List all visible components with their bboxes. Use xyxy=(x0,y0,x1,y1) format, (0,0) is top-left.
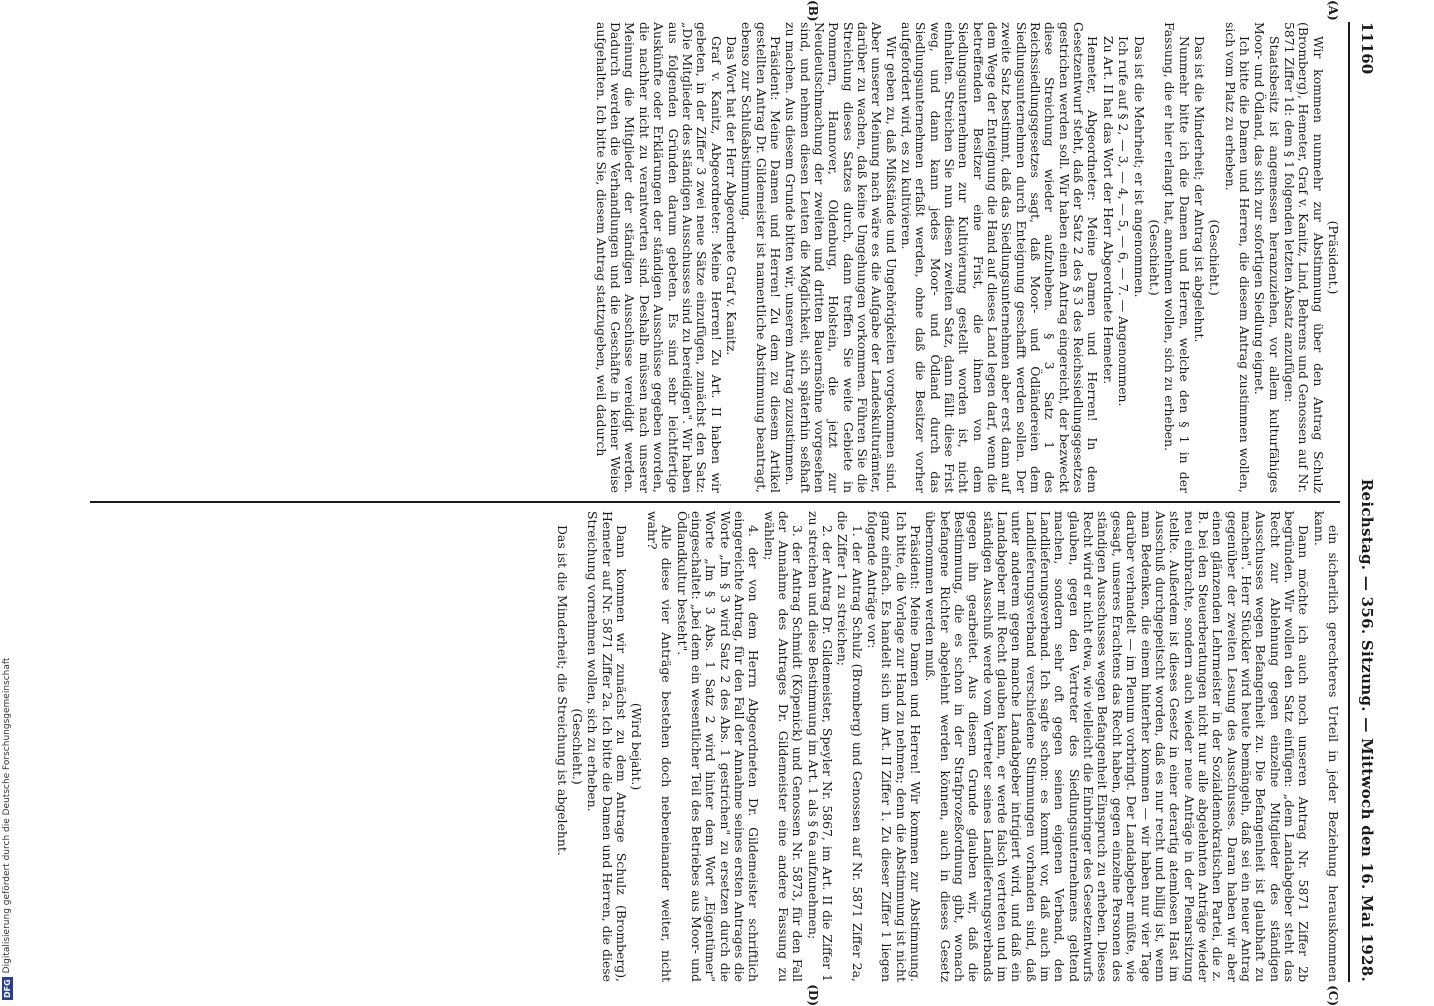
paragraph: Wir geben zu, daß Mißstände und Ungehörigkeiten vorgekommen sind. Aber unserer Meinung nach wäre es die Aufgabe der Landeskulturämter, darüber zu wachen, daß keine Umgehungen vorkommen. Führen Sie die Streichung dieses Satzes durch, dann treffen Sie weite Gebiete in Pommern, Hannover, Oldenburg, Holstein, die jetzt zur Neudeutschmachung der zweiten und dritten Bauernsöhne vorgesehen sind, und nehmen diesen Leuten die Möglichkeit, sich späterhin seßhaft zu machen. Aus diesem Grunde bitten wir, unserem Antrag zuzustimmen. xyxy=(783,22,899,493)
paragraph: Graf v. Kanitz, Abgeordneter: Meine Herren! Zu Art. II haben wir gebeten, in der Ziffer 3 zwei neue Sätze einzufügen, zunächst den Satz: „Die Mitglieder des ständigen Ausschusses sind zu bereidigen". Wir haben aus folgenden Gründen darum gebeten. Es sind sehr leichtfertige Auskünfte oder Erklärungen der ständigen Ausschüsse gegeben worden, die nachher nicht zu verantworten sind. Deshalb müssen nach unserer Meinung die Mitglieder der ständigen Ausschüsse vereidigt werden. Dadurch werden die Verhandlungen und die Geschäfte in keiner Weise aufgehalten. Ich bitte Sie, diesem Antrag stattzugeben, weil dadurch xyxy=(593,22,724,493)
paragraph: (Geschieht.) xyxy=(570,708,586,785)
dfg-logo: DFG xyxy=(2,979,12,998)
paragraph: (Wird bejaht.) xyxy=(629,702,645,791)
page-header xyxy=(1348,22,1384,982)
running-title: Reichstag. — 356. Sitzung. — Mittwoch den 16. Mai 1928. xyxy=(1358,478,1376,982)
paragraph: Präsident: Meine Damen und Herren! Zu dem zu diesem Artikel gestellten Antrag Dr. Gildemeister ist namentliche Abstimmung beantragt, ebenso zur Schlußabstimmung. xyxy=(739,22,783,493)
margin-letter-d: (D) xyxy=(806,984,820,1006)
paragraph: Das ist die Mehrheit; er ist angenommen. xyxy=(1131,36,1147,298)
paragraph: 2. der Antrag Dr. Gildemeister, Speyler Nr. 5867, im Art. II die Ziffer 1 zu streichen und diese Bestimmung im Art. 1 als § 6a aufzunehmen; xyxy=(805,511,835,982)
paragraph: (Geschieht.) xyxy=(1146,219,1162,296)
page-number: 11160 xyxy=(1358,22,1376,75)
paragraph: Ich bitte die Damen und Herren, die diesem Antrag zustimmen wollen, sich vom Platz zu erheben. xyxy=(1222,22,1252,493)
digitization-credit xyxy=(0,0,14,1000)
paragraph: Das ist die Minderheit; die Streichung ist abgelehnt. xyxy=(554,525,570,856)
paragraph: 3. der Antrag Schmidt (Köpenick) und Genossen Nr. 5873, für den Fall der Annahme des Antrages Dr. Gildemeister eine andere Fassung zu wählen; xyxy=(761,511,806,982)
paragraph: Nunmehr bitte ich die Damen und Herren, welche den § 1 in der Fassung, die er hier erlangt hat, annehmen wollen, sich zu erheben. xyxy=(1162,22,1192,493)
paragraph: 4. der von dem Herrn Abgeordneten Dr. Gildemeister schriftlich eingereichte Antrag, für den Fall der Annahme seines ersten Antrages die Worte „Im § 3 wird Satz 2 des Abs. 1 gestrichen" zu ersetzen durch die Worte „Im § 3 Abs. 1 Satz 2 wird hinter dem Wort „Eigentümer" eingeschaltet: „bei dem ein wesentlicher Teil des Betriebes aus Moor- und Ödlandkultur besteht". xyxy=(674,511,762,982)
text-columns xyxy=(90,0,1341,1006)
margin-letter-b: (B) xyxy=(806,0,820,22)
paragraph: (Präsident.) xyxy=(1326,220,1341,295)
paragraph: ein sicherlich gerechteres Urteil in jeder Beziehung herauskommen kann. xyxy=(1311,511,1341,982)
rotated-page xyxy=(84,0,1384,1006)
paragraph: 1. der Antrag Schulz (Bromberg) und Genossen auf Nr. 5871 Ziffer 2a, die Ziffer 1 zu streichen; xyxy=(835,511,865,982)
paragraph: Staatsbesitz ist angemessen heranzuziehen, vor allem kulturfähiges Moor- und Ödland, das sich zur sofortigen Siedlung eignet. xyxy=(1252,22,1282,493)
paragraph: Das ist die Minderheit; der Antrag ist abgelehnt. xyxy=(1191,36,1207,343)
paragraph: Zu Art. II hat das Wort der Herr Abgeordnete Hemeter. xyxy=(1100,36,1116,385)
right-column xyxy=(90,503,1341,1006)
margin-letter-a: (A) xyxy=(1326,0,1340,21)
paragraph: Dann möchte ich auch noch unseren Antrag Nr. 5871 Ziffer 2b begründen. Wir wollen den Satz einfügen: „dem Landabgeber steht das Recht zur Ablehnung gegen einzelne Mitglieder des ständigen Ausschusses wegen Befangenheit zu. Die Befangenheit ist glaubhaft zu machen". Herr Stückler wird heute bemängeln, daß sei ein neuer Antrag gegenüber der zweiten Lesung des Ausschusses. Daran haben wir aber einen glänzenden Lehrmeister in der Sozialdemokratischen Partei, die z. B. bei den Steuerberatungen nicht nur alle abgelehnten Anträge wieder neu einbrachte, sondern auch wieder neue Anträge in der Plenarsitzung stellte. Außerdem ist dieses Gesetz in einer derartig atemlosen Hast im Ausschuß durchgepeitscht worden, daß es nur recht und billig ist, wenn man Bedenken, die einem hinterher kommen — wir haben nur vier Tage darüber verhandelt — im Plenum vorbringt. Der Landabgeber müßte, wie gesagt, unseres Erachtens das Recht haben, gegen einzelne Personen des ständigen Ausschusses wegen Befangenheit Einspruch zu erheben. Dieses Recht wird er nicht etwa, wie vielleicht die Einbringer des Gesetzentwurfs glauben, gegen den Vertreter des Siedlungsunternehmens geltend machen, sondern sehr oft gegen seinen eigenen Verband, den Landlieferungsverband. Ich sagte schon: es kommt vor, daß auch im Landlieferungsverband verschiedene Stimmungen vorhanden sind, daß unter anderem gegen manche Landabgeber intrigiert wird, und daß ein Landabgeber mit Recht glauben kann, er werde falsch vertreten und im ständigen Ausschuß werde vom Vertreter seines Landlieferungsverbands gegen ihn gearbeitet. Aus diesem Grunde glauben wir, daß die Bestimmung, die es schon in der Strafprozeßordnung gibt, wonach befangene Richter abgelehnt werden können, auch in dieses Gesetz übernommen werden muß. xyxy=(923,511,1312,982)
paragraph: Ich rufe auf § 2, — 3, — 4, — 5, — 6, — 7. — Angenommen. xyxy=(1116,36,1132,407)
paragraph: Das Wort hat der Herr Abgeordnete Graf v. Kanitz. xyxy=(723,36,739,356)
paragraph: Alle diese vier Anträge bestehen doch nebeneinander weiter, nicht wahr? xyxy=(644,511,675,982)
paragraph: Hemeter, Abgeordneter: Meine Damen und Herren! In dem Gesetzentwurf steht, daß der Satz 2 des § 3 des Reichssiedlungsgesetzes gestrichen werden soll. Wir haben einen Antrag eingereicht, der bezweckt diese Streichung wieder aufzuheben. § 3 Satz 1 des Reichssiedlungsgesetzes sagt, daß Moor- und Ödländereien dem Siedlungsunternehmen durch Enteignung geschafft werden sollen. Der zweite Satz bestimmt, daß das Siedlungsunternehmen aber erst dann auf dem Wege der Enteignung die Hand auf dieses Land legen darf, wenn die betreffenden Besitzer eine Frist, die ihnen von dem Siedlungsunternehmen zur Kultivierung gestellt worden ist, nicht einhalten. Streichen Sie nun diesen zweiten Satz, dann fällt diese Frist weg, und dann kann jedes Moor- und Ödland durch das Siedlungsunternehmen erfaßt werden, ohne daß die Besitzer vorher aufgefordert wird, es zu kultivieren. xyxy=(899,22,1101,493)
credit-text: Digitalisierung gefördert durch die Deutsche Forschungsgemeinschaft xyxy=(2,657,12,974)
paragraph: (Geschieht.) xyxy=(1207,219,1223,296)
margin-letter-c: (C) xyxy=(1326,985,1340,1006)
left-column xyxy=(90,0,1341,501)
paragraph: Präsident: Meine Damen und Herren! Wir kommen zur Abstimmung. Ich bitte, die Vorlage zur Hand zu nehmen; denn die Abstimmung ist nicht ganz einfach. Es handelt sich um Art. II Ziffer 1. Zu dieser Ziffer 1 liegen folgende Anträge vor: xyxy=(865,511,924,982)
paragraph: Wir kommen nunmehr zur Abstimmung über den Antrag Schulz (Bromberg), Hemeter, Graf v. Kanitz, Lind, Behrens und Genossen auf Nr. 5871 Ziffer 1d: dem § 1 folgenden letzten Absatz anzufügen: xyxy=(1281,22,1326,493)
paragraph: Dann kommen wir zunächst zu dem Antrage Schulz (Bromberg), Hemeter auf Nr. 5871 Ziffer 2a. Ich bitte die Damen und Herren, die diese Streichung vornehmen wollen, sich zu erheben. xyxy=(585,511,630,982)
